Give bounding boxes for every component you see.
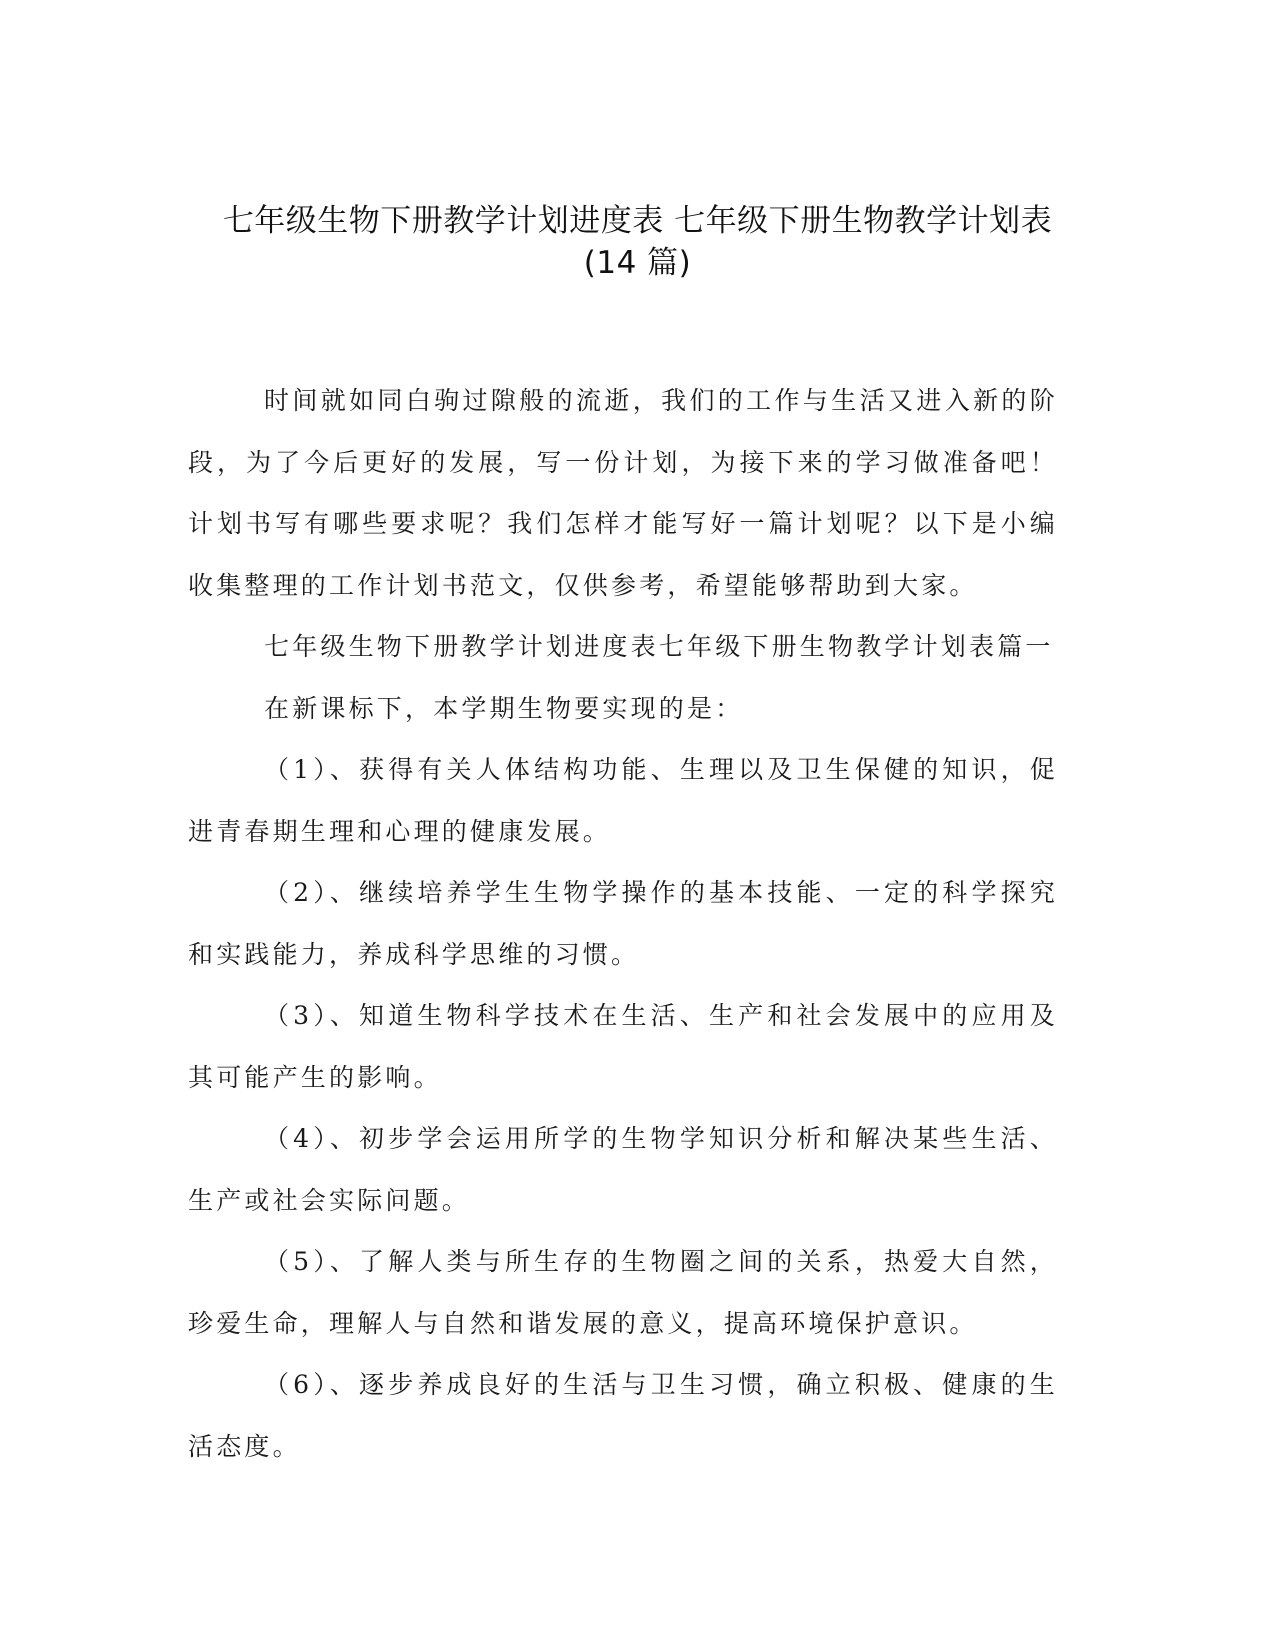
title-line-2: (14 篇) <box>583 245 692 281</box>
paragraph-goal-6: （6）、逐步养成良好的生活与卫生习惯，确立积极、健康的生活态度。 <box>188 1370 1058 1461</box>
paragraph-goal-5: （5）、了解人类与所生存的生物圈之间的关系，热爱大自然，珍爱生命，理解人与自然和谐发展的意义，提高环境保护意识。 <box>188 1247 1058 1338</box>
paragraph-intro: 时间就如同白驹过隙般的流逝，我们的工作与生活又进入新的阶段，为了今后更好的发展，写一份计划，为接下来的学习做准备吧！计划书写有哪些要求呢？我们怎样才能写好一篇计划呢？以下是小编收集整理的工作计划书范文，仅供参考，希望能够帮助到大家。 <box>188 386 1058 600</box>
paragraph-goal-4: （4）、初步学会运用所学的生物学知识分析和解决某些生活、生产或社会实际问题。 <box>188 1124 1058 1215</box>
paragraph-goals-lead: 在新课标下，本学期生物要实现的是： <box>264 693 744 723</box>
paragraph-goal-1: （1）、获得有关人体结构功能、生理以及卫生保健的知识，促进青春期生理和心理的健康发展。 <box>188 755 1058 846</box>
document-body <box>188 370 1058 1477</box>
page-title <box>150 200 1125 284</box>
paragraph-goal-2: （2）、继续培养学生生物学操作的基本技能、一定的科学探究和实践能力，养成科学思维的习惯。 <box>188 878 1058 969</box>
title-line-1: 七年级生物下册教学计划进度表 七年级下册生物教学计划表 <box>222 203 1053 239</box>
paragraph-goal-3: （3）、知道生物科学技术在生活、生产和社会发展中的应用及其可能产生的影响。 <box>188 1001 1058 1092</box>
paragraph-section-heading: 七年级生物下册教学计划进度表七年级下册生物教学计划表篇一 <box>264 632 1054 661</box>
